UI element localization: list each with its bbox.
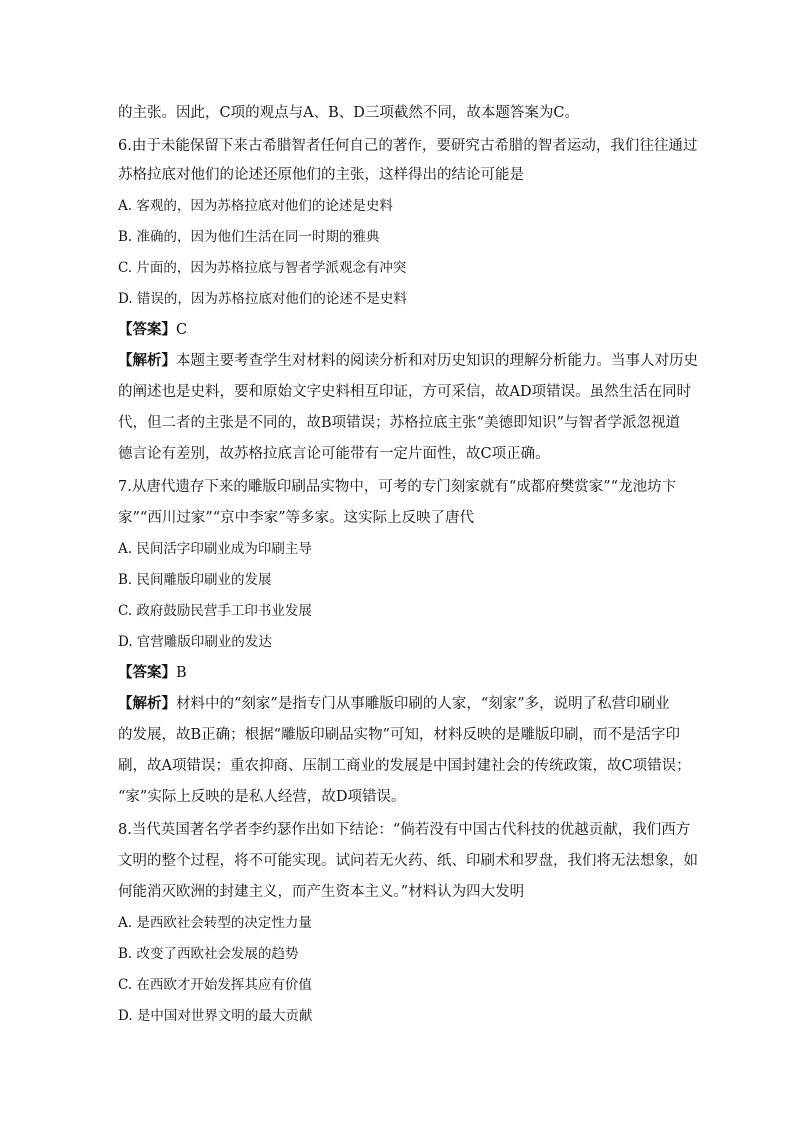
answer-line <box>118 663 718 683</box>
analysis-line <box>118 694 718 714</box>
analysis-text: 代，但二者的主张是不同的，故B项错误；苏格拉底主张“美德即知识”与智者学派忽视道 <box>118 415 680 431</box>
line-text: 何能消灭欧洲的封建主义，而产生资本主义。”材料认为四大发明 <box>118 884 525 900</box>
analysis-text: 材料中的“刻家”是指专门从事雕版印刷的人家，“刻家”多，说明了私营印刷业 <box>176 696 670 712</box>
option-a <box>118 196 718 216</box>
option-b <box>118 227 718 247</box>
analysis-line <box>118 725 718 745</box>
analysis-line <box>118 351 718 371</box>
line-text: 8.当代英国著名学者李约瑟作出如下结论：“倘若没有中国古代科技的优越贡献，我们西方 <box>118 822 691 838</box>
option-text: C. 政府鼓励民营手工印书业发展 <box>118 603 312 619</box>
option-c <box>118 258 718 278</box>
option-b <box>118 570 718 590</box>
line-text: 文明的整个过程，将不可能实现。试问若无火药、纸、印刷术和罗盘，我们将无法想象，如 <box>118 853 698 869</box>
question-7-stem <box>118 477 718 497</box>
option-a <box>118 913 718 933</box>
question-7-stem <box>118 508 718 528</box>
analysis-text: 德言论有差别，故苏格拉底言论可能带有一定片面性，故C项正确。 <box>118 446 550 462</box>
question-8-stem <box>118 820 718 840</box>
line-text: 的主张。因此，C项的观点与A、B、D三项截然不同，故本题答案为C。 <box>118 105 579 121</box>
analysis-label: 【解析】 <box>118 695 176 712</box>
analysis-text: “家”实际上反映的是私人经营，故D项错误。 <box>118 789 406 805</box>
option-d <box>118 632 718 652</box>
option-text: B. 改变了西欧社会发展的趋势 <box>118 946 299 962</box>
question-8-stem <box>118 851 718 871</box>
option-text: D. 官营雕版印刷业的发达 <box>118 634 272 650</box>
option-text: A. 是西欧社会转型的决定性力量 <box>118 915 312 931</box>
option-a <box>118 539 718 559</box>
line-text: 6.由于未能保留下来古希腊智者任何自己的著作，要研究古希腊的智者运动，我们往往通过 <box>118 138 698 154</box>
question-6-stem <box>118 136 718 156</box>
option-text: A. 民间活字印刷业成为印刷主导 <box>118 541 312 557</box>
answer-value: C <box>176 322 188 338</box>
analysis-line <box>118 756 718 776</box>
option-text: A. 客观的，因为苏格拉底对他们的论述是史料 <box>118 198 393 214</box>
option-text: C. 片面的，因为苏格拉底与智者学派观念有冲突 <box>118 260 407 276</box>
analysis-label: 【解析】 <box>118 352 176 369</box>
analysis-line <box>118 382 718 402</box>
option-text: D. 错误的，因为苏格拉底对他们的论述不是史料 <box>118 291 407 307</box>
answer-label: 【答案】 <box>118 321 176 338</box>
analysis-text: 刷，故A项错误；重农抑商、压制工商业的发展是中国封建社会的传统政策，故C项错误； <box>118 758 691 774</box>
line-text: 家”“西川过家”“京中李家”等多家。这实际上反映了唐代 <box>118 510 475 526</box>
option-d <box>118 289 718 309</box>
analysis-text: 本题主要考查学生对材料的阅读分析和对历史知识的理解分析能力。当事人对历史 <box>176 353 698 369</box>
question-8-stem <box>118 882 718 902</box>
option-b <box>118 944 718 964</box>
option-text: D. 是中国对世界文明的最大贡献 <box>118 1008 313 1024</box>
answer-label: 【答案】 <box>118 664 176 681</box>
option-c <box>118 975 718 995</box>
analysis-line <box>118 787 718 807</box>
option-text: B. 准确的，因为他们生活在同一时期的雅典 <box>118 229 380 245</box>
question-6-stem <box>118 165 718 185</box>
text-line <box>118 103 718 123</box>
option-d <box>118 1006 718 1026</box>
option-c <box>118 601 718 621</box>
analysis-line <box>118 444 718 464</box>
line-text: 苏格拉底对他们的论述还原他们的主张，这样得出的结论可能是 <box>118 167 524 183</box>
answer-line <box>118 320 718 340</box>
answer-value: B <box>176 665 187 681</box>
analysis-text: 的发展，故B正确；根据“雕版印刷品实物”可知，材料反映的是雕版印刷，而不是活字印 <box>118 727 680 743</box>
analysis-text: 的阐述也是史料，要和原始文字史料相互印证，方可采信，故AD项错误。虽然生活在同时 <box>118 384 692 400</box>
option-text: B. 民间雕版印刷业的发展 <box>118 572 272 588</box>
option-text: C. 在西欧才开始发挥其应有价值 <box>118 977 312 993</box>
analysis-line <box>118 413 718 433</box>
line-text: 7.从唐代遗存下来的雕版印刷品实物中，可考的专门刻家就有“成都府樊赏家”“龙池坊卞 <box>118 479 677 495</box>
